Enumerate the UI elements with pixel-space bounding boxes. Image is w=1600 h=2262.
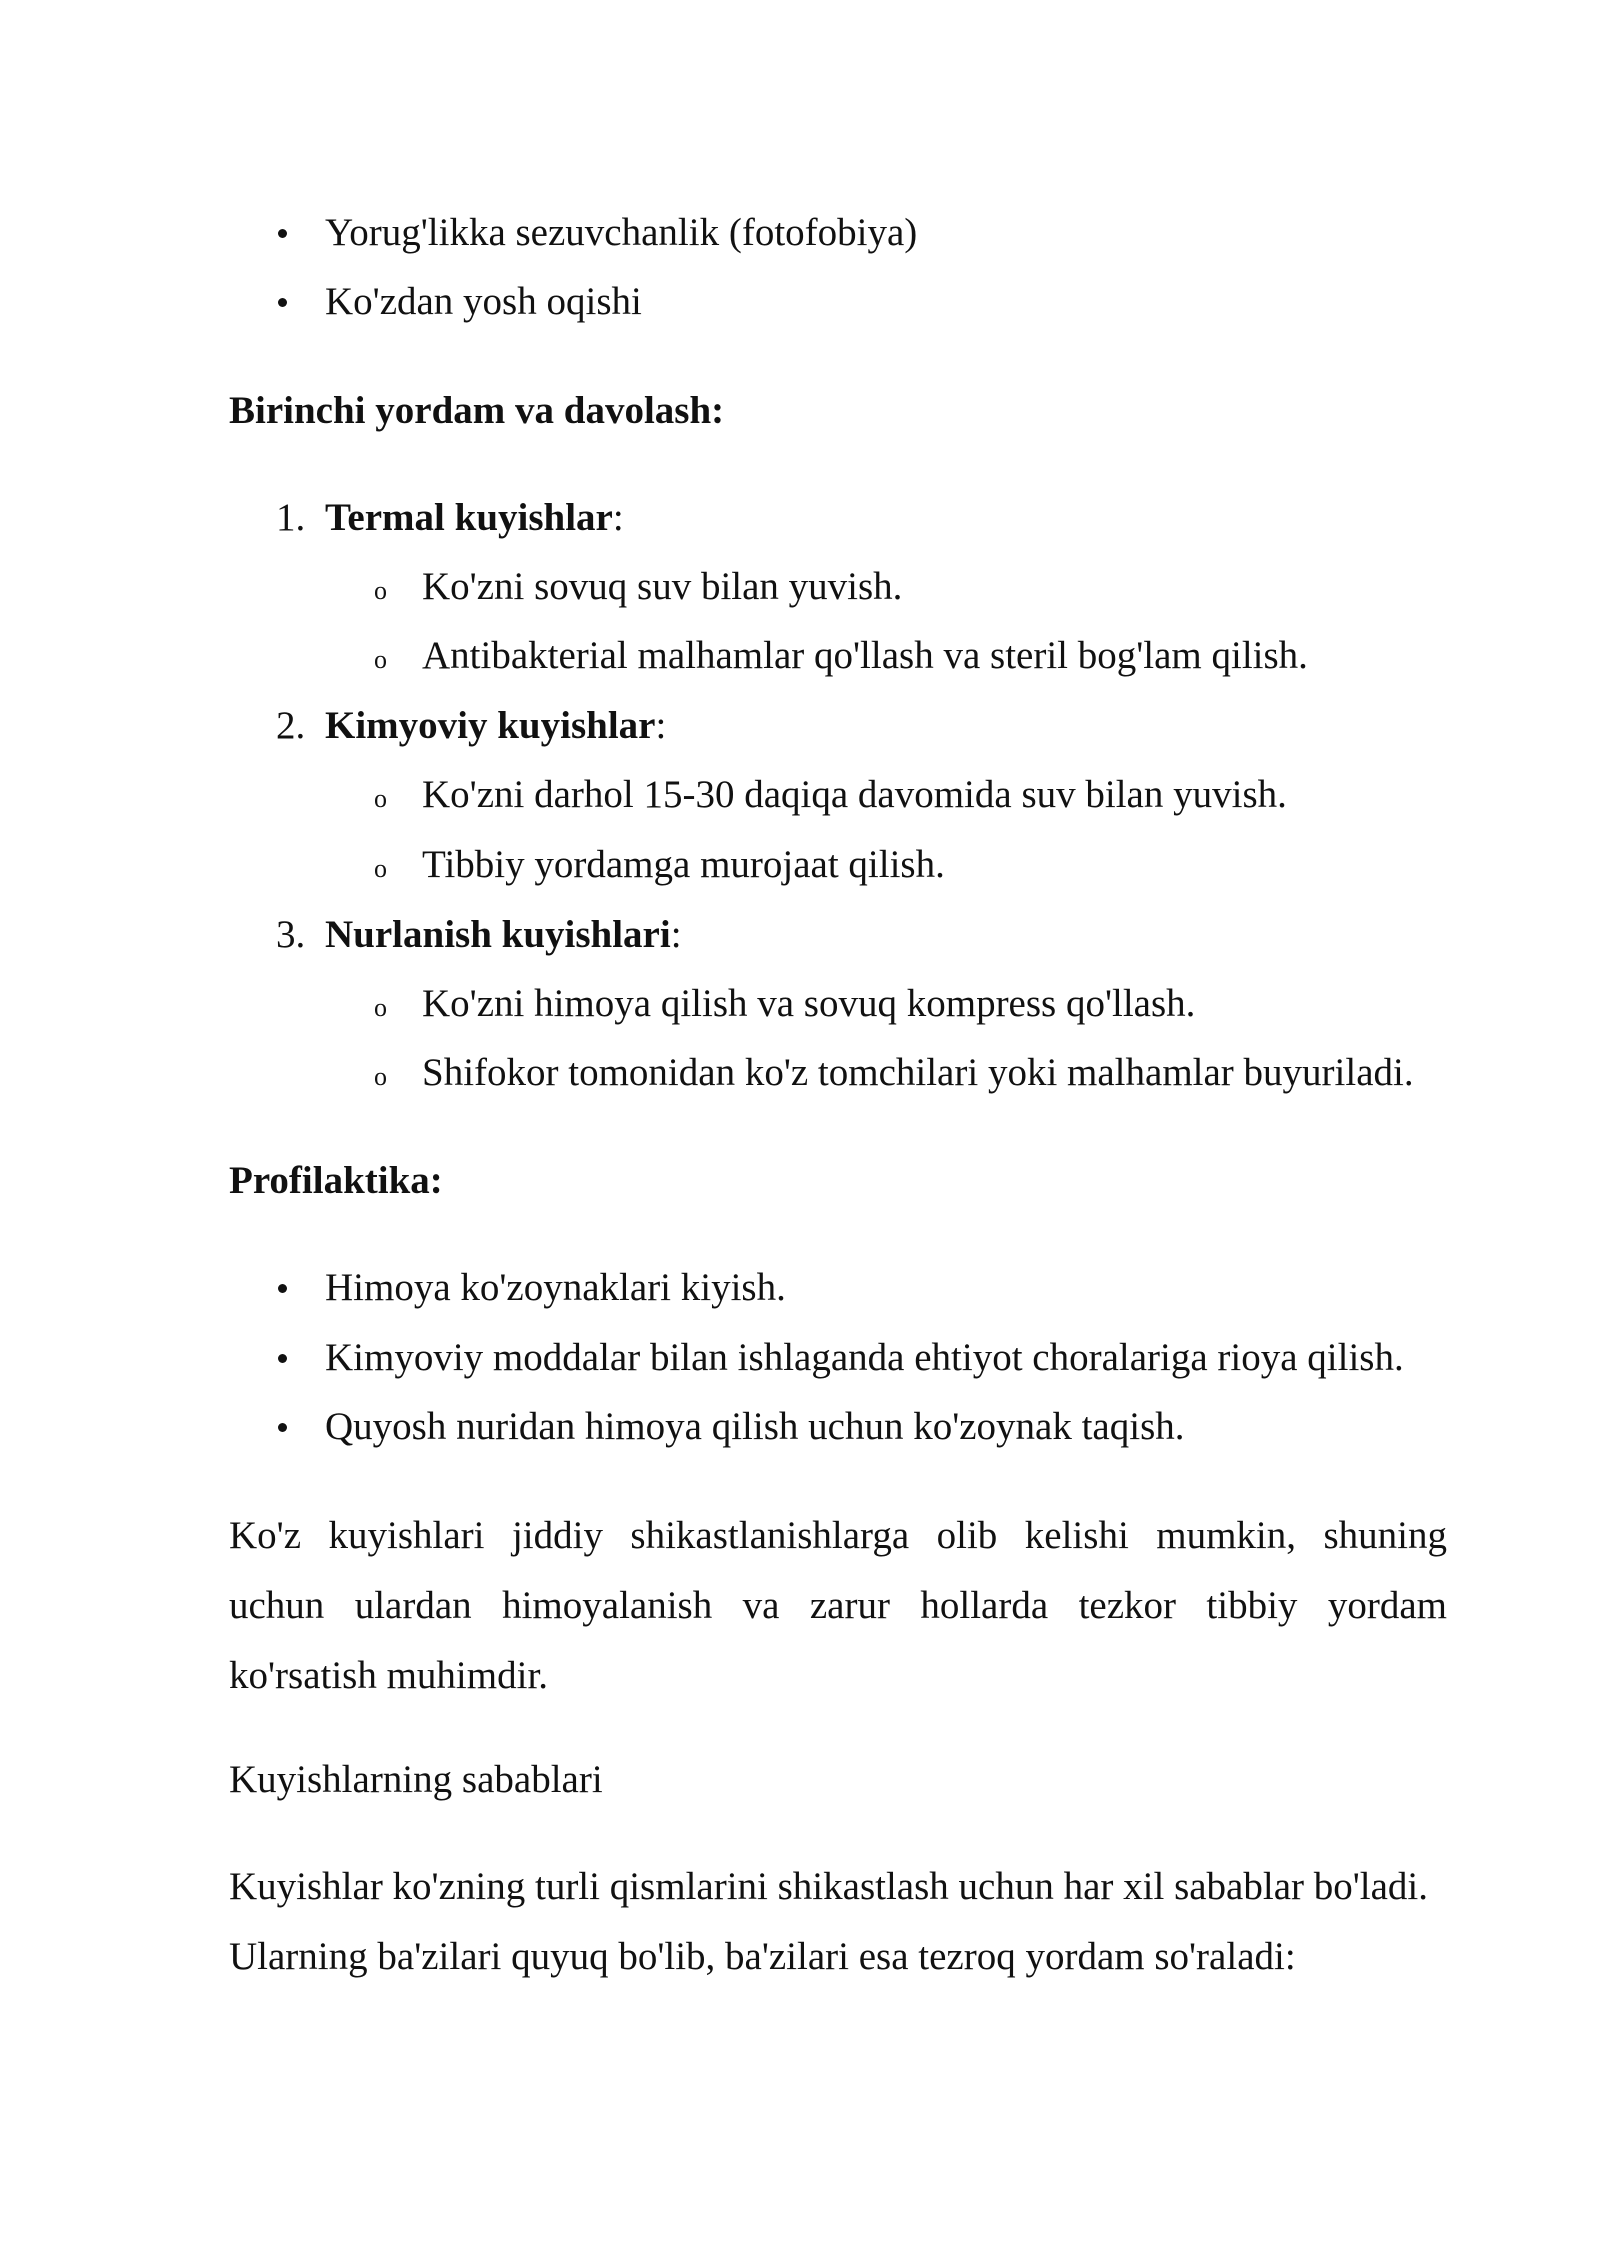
list-item: Kimyoviy moddalar bilan ishlaganda ehtiyot choralariga rioya qilish. xyxy=(325,1336,1404,1379)
paragraph-line: uchun ulardan himoyalanish va zarur hollarda tezkor tibbiy yordam xyxy=(229,1584,1447,1627)
item-title-colon: : xyxy=(670,913,682,956)
sub-bullet-icon: o xyxy=(374,576,387,605)
paragraph-line: Ko'z kuyishlari jiddiy shikastlanishlarga olib kelishi mumkin, shuning xyxy=(229,1514,1447,1557)
sub-list-item: Ko'zni himoya qilish va sovuq kompress qo'llash. xyxy=(422,982,1196,1025)
bullet-icon xyxy=(278,1354,287,1363)
item-title-text: Termal kuyishlar xyxy=(325,496,613,539)
sub-bullet-icon: o xyxy=(374,854,387,883)
section-heading-causes: Kuyishlarning sabablari xyxy=(229,1758,603,1801)
list-item: Quyosh nuridan himoya qilish uchun ko'zoynak taqish. xyxy=(325,1405,1185,1448)
section-heading-prevention: Profilaktika: xyxy=(229,1159,443,1202)
bullet-icon xyxy=(278,229,287,238)
conclusion-paragraph xyxy=(229,1501,1447,1711)
numbered-item-title xyxy=(325,702,666,750)
item-title-colon: : xyxy=(612,496,624,539)
sub-bullet-icon: o xyxy=(374,1062,387,1091)
sub-list-item: Antibakterial malhamlar qo'llash va steril bog'lam qilish. xyxy=(422,634,1308,677)
item-title-text: Kimyoviy kuyishlar xyxy=(325,704,656,747)
numbered-item-title xyxy=(325,911,682,959)
sub-list-item: Ko'zni sovuq suv bilan yuvish. xyxy=(422,565,903,608)
bullet-icon xyxy=(278,1423,287,1432)
sub-bullet-icon: o xyxy=(374,993,387,1022)
sub-list-item: Shifokor tomonidan ko'z tomchilari yoki malhamlar buyuriladi. xyxy=(422,1051,1414,1094)
sub-bullet-icon: o xyxy=(374,645,387,674)
paragraph-line: Ularning ba'zilari quyuq bo'lib, ba'zilari esa tezroq yordam so'raladi: xyxy=(229,1935,1296,1978)
sub-list-item: Ko'zni darhol 15-30 daqiqa davomida suv bilan yuvish. xyxy=(422,773,1287,816)
sub-bullet-icon: o xyxy=(374,784,387,813)
bullet-icon xyxy=(278,1284,287,1293)
numbered-item-title xyxy=(325,494,624,542)
list-item: Himoya ko'zoynaklari kiyish. xyxy=(325,1266,786,1309)
numbered-item-number: 2. xyxy=(276,704,306,747)
item-title-text: Nurlanish kuyishlari xyxy=(325,913,671,956)
bullet-icon xyxy=(278,298,287,307)
paragraph-line: Kuyishlar ko'zning turli qismlarini shikastlash uchun har xil sabablar bo'ladi. xyxy=(229,1865,1429,1908)
paragraph-line: ko'rsatish muhimdir. xyxy=(229,1654,549,1697)
numbered-item-number: 1. xyxy=(276,496,306,539)
section-heading-first-aid: Birinchi yordam va davolash: xyxy=(229,389,725,432)
item-title-colon: : xyxy=(655,704,667,747)
list-item: Yorug'likka sezuvchanlik (fotofobiya) xyxy=(325,211,918,254)
numbered-item-number: 3. xyxy=(276,913,306,956)
list-item: Ko'zdan yosh oqishi xyxy=(325,280,642,323)
sub-list-item: Tibbiy yordamga murojaat qilish. xyxy=(422,843,945,886)
